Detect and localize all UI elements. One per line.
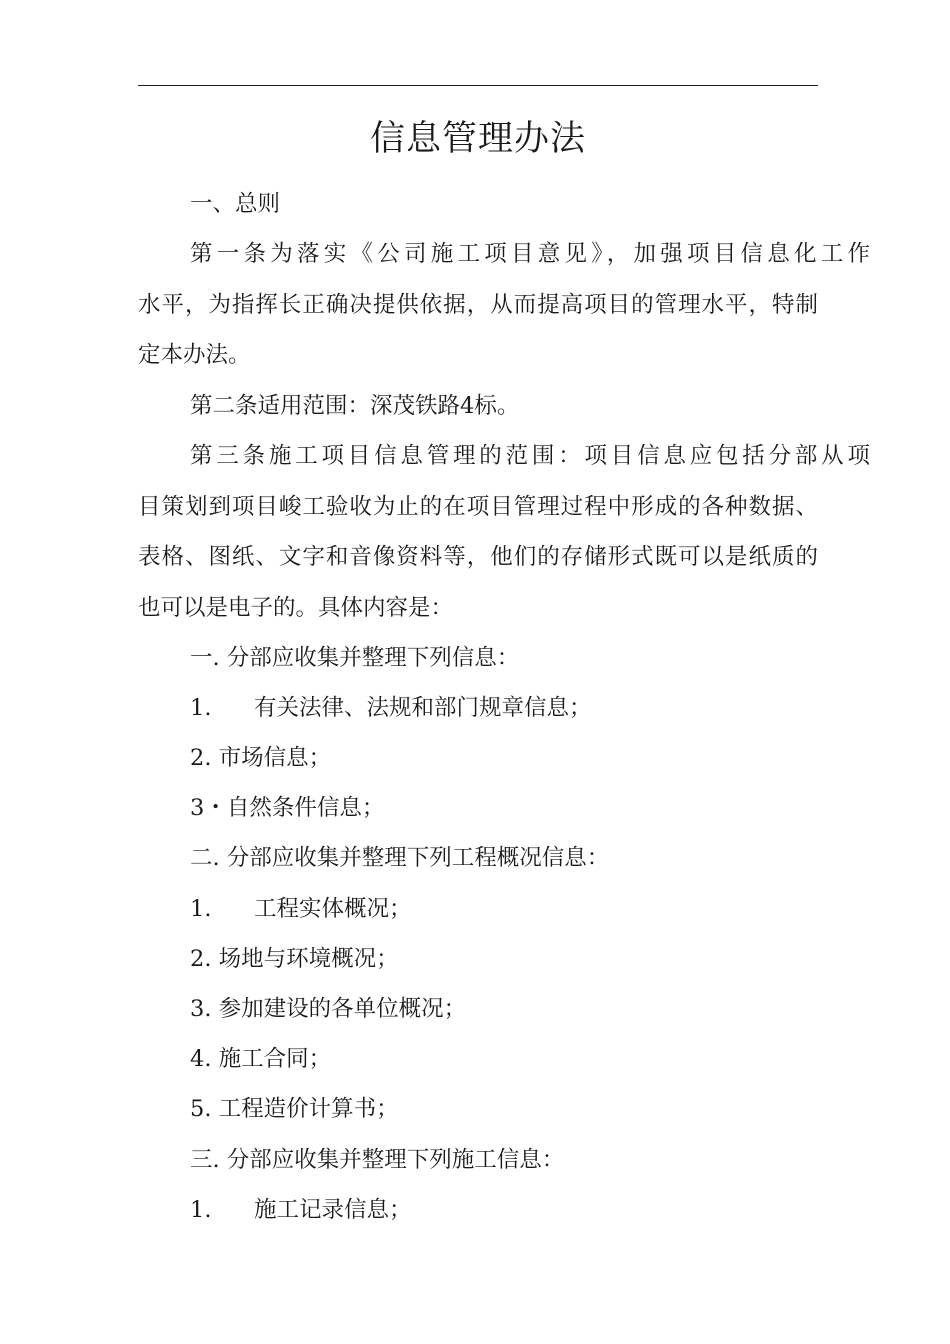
article-2: 第二条适用范围：深茂铁路4标。 (190, 393, 520, 419)
document-title: 信息管理办法 (369, 119, 586, 159)
article-3-line-1: 第三条施工项目信息管理的范围：项目信息应包括分部从项 (190, 443, 870, 469)
article-1-line-1: 第一条为落实《公司施工项目意见》，加强项目信息化工作 (190, 241, 870, 267)
list-item: 3. 参加建设的各单位概况； (190, 996, 467, 1022)
list-item-text: 施工记录信息； (254, 1197, 412, 1223)
list-heading-3: 三. 分部应收集并整理下列施工信息： (190, 1147, 565, 1173)
list-item: 2. 市场信息； (190, 745, 332, 771)
article-3-line-4: 也可以是电子的。具体内容是： (138, 595, 454, 621)
article-3-line-3: 表格、图纸、文字和音像资料等，他们的存储形式既可以是纸质的 (138, 544, 818, 570)
list-item: 5. 工程造价计算书； (190, 1096, 399, 1122)
list-item: 3・自然条件信息； (190, 795, 385, 821)
list-item-text: 工程实体概况； (254, 896, 412, 922)
list-item-number: 1. (190, 896, 212, 922)
list-item-number: 1. (190, 695, 212, 721)
list-item: 2. 场地与环境概况； (190, 946, 399, 972)
list-item-number: 1. (190, 1197, 212, 1223)
list-item: 4. 施工合同； (190, 1046, 332, 1072)
list-item-text: 有关法律、法规和部门规章信息； (254, 695, 592, 721)
article-1-line-3: 定本办法。 (138, 342, 251, 368)
section-heading-general: 一、总则 (190, 191, 281, 217)
header-rule (138, 85, 818, 86)
list-item (138, 894, 870, 924)
article-3-line-2: 目策划到项目峻工验收为止的在项目管理过程中形成的各种数据、 (138, 494, 818, 520)
list-item (138, 1195, 870, 1225)
list-heading-2: 二. 分部应收集并整理下列工程概况信息： (190, 845, 610, 871)
list-heading-1: 一. 分部应收集并整理下列信息： (190, 645, 520, 671)
list-item (138, 693, 870, 723)
article-1-line-2: 水平，为指挥长正确决提供依据，从而提高项目的管理水平，特制 (138, 292, 818, 318)
